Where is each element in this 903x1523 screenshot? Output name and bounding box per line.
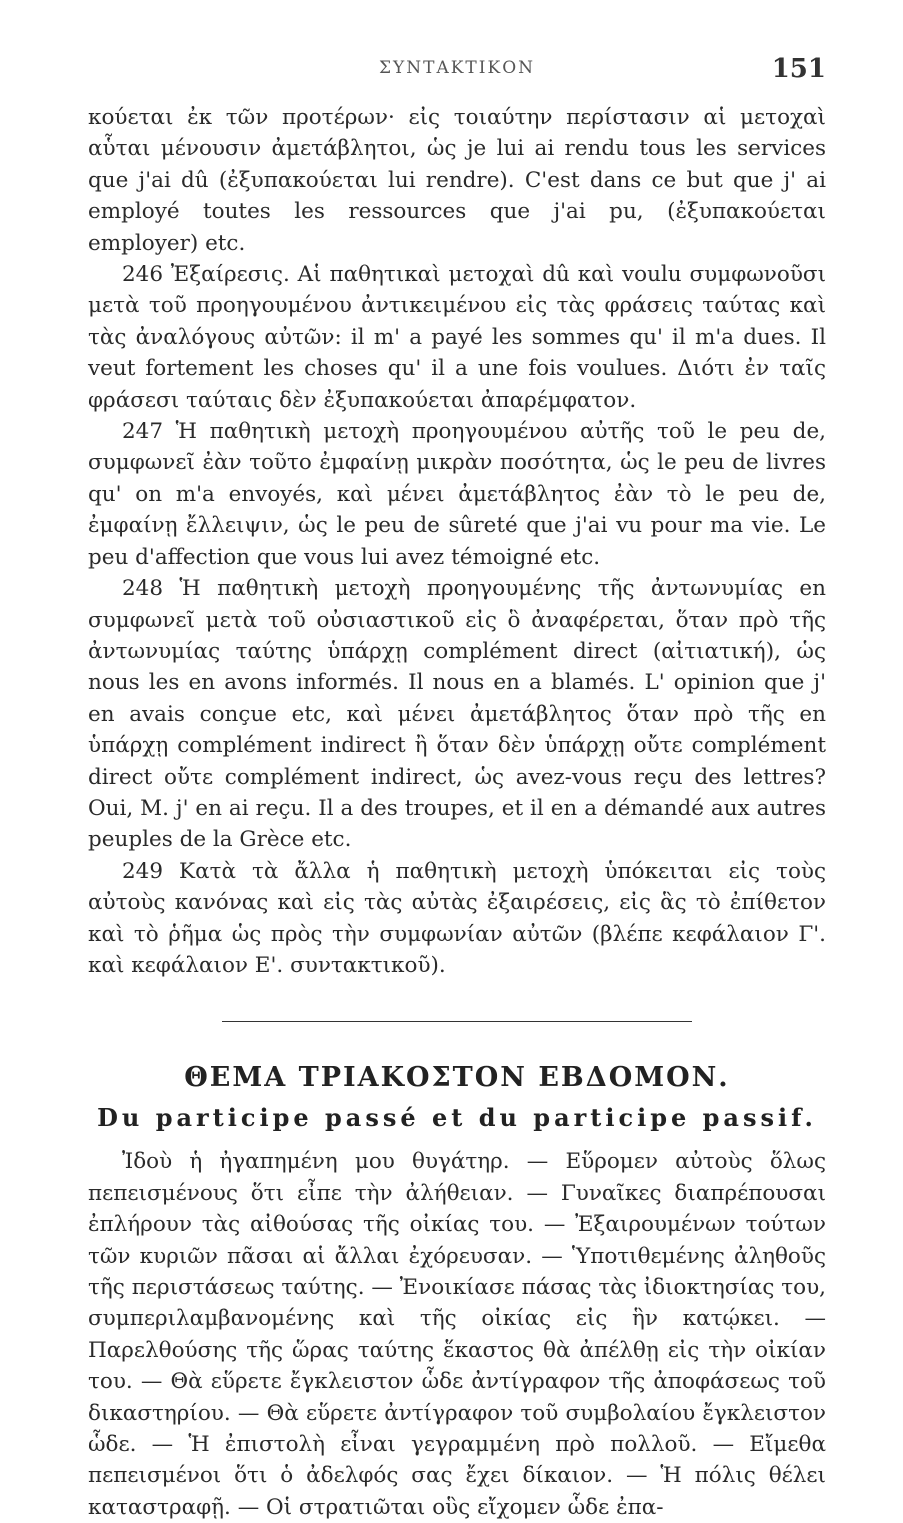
running-head	[88, 54, 826, 88]
section-divider	[222, 1021, 692, 1022]
chapter-title: ΘΕΜΑ ΤΡΙΑΚΟΣΤΟΝ ΕΒΔΟΜΟΝ.	[184, 1062, 730, 1094]
paragraph-246: 246 Ἐξαίρεσις. Αἱ παθητικαὶ μετοχαὶ dû καὶ voulu συμφωνοῦσι μετὰ τοῦ προηγουμένου ἀντικειμένου εἰς τὰς φράσεις ταύτας καὶ τὰς ἀναλόγους αὐτῶν: il m' a payé les sommes qu' il m'a dues. Il veut fortement les choses qu' il a une fois voulues. Διότι ἐν ταῖς φράσεσι ταύταις δὲν ἐξυπακούεται ἀπαρέμφατον.	[88, 262, 826, 413]
paragraph-248: 248 Ἡ παθητικὴ μετοχὴ προηγουμένης τῆς ἀντωνυμίας en συμφωνεῖ μετὰ τοῦ οὐσιαστικοῦ εἰς ὃ ἀναφέρεται, ὅταν πρὸ τῆς ἀντωνυμίας ταύτης ὑπάρχῃ complément direct (αἰτιατική), ὡς nous les en avons informés. Il nous en a blamés. L' opinion que j' en avais conçue etc, καὶ μένει ἀμετάβλητος ὅταν πρὸ τῆς en ὑπάρχῃ complément indirect ἢ ὅταν δὲν ὑπάρχῃ οὔτε complément direct οὔτε complément indirect, ὡς avez-vous reçu des lettres? Oui, M. j' en ai reçu. Il a des troupes, et il en a démandé aux autres peuples de la Grèce etc.	[88, 576, 826, 853]
paragraph-247: 247 Ἡ παθητικὴ μετοχὴ προηγουμένου αὐτῆς τοῦ le peu de, συμφωνεῖ ἐὰν τοῦτο ἐμφαίνῃ μικρὰν ποσότητα, ὡς le peu de livres qu' on m'a envoyés, καὶ μένει ἀμετάβλητος ἐὰν τὸ le peu de, ἐμφαίνῃ ἔλλειψιν, ὡς le peu de sûreté que j'ai vu pour ma vie. Le peu d'affection que vous lui avez témoigné etc.	[88, 419, 826, 570]
book-page	[88, 54, 826, 1523]
chapter-subtitle: Du participe passé et du participe passif.	[97, 1103, 817, 1133]
running-title: ΣΥΝΤΑΚΤΙΚΟΝ	[379, 58, 535, 78]
page-number: 151	[771, 54, 826, 84]
paragraph-continuation: κούεται ἐκ τῶν προτέρων· εἰς τοιαύτην περίστασιν αἱ μετοχαὶ αὗται μένουσιν ἀμετάβλητοι, ὡς je lui ai rendu tous les services que j'ai dû (ἐξυπακούεται lui rendre). C'est dans ce but que j' ai employé toutes les ressources que j'ai pu, (ἐξυπακούεται employer) etc.	[88, 105, 826, 256]
paragraph-249: 249 Κατὰ τὰ ἄλλα ἡ παθητικὴ μετοχὴ ὑπόκειται εἰς τοὺς αὐτοὺς κανόνας καὶ εἰς τὰς αὐτὰς ἐξαιρέσεις, εἰς ἃς τὸ ἐπίθετον καὶ τὸ ῥῆμα ὡς πρὸς τὴν συμφωνίαν αὐτῶν (βλέπε κεφάλαιον Γ'. καὶ κεφάλαιον Ε'. συντακτικοῦ).	[88, 858, 826, 978]
exercise-text: Ἰδοὺ ἡ ἠγαπημένη μου θυγάτηρ. — Εὕρομεν αὐτοὺς ὅλως πεπεισμένους ὅτι εἶπε τὴν ἀλήθειαν. — Γυναῖκες διαπρέπουσαι ἐπλήρουν τὰς αἰθούσας τῆς οἰκίας του. — Ἐξαιρουμένων τούτων τῶν κυριῶν πᾶσαι αἱ ἄλλαι ἐχόρευσαν. — Ὑποτιθεμένης ἀληθοῦς τῆς περιστάσεως ταύτης. — Ἐνοικίασε πάσας τὰς ἰδιοκτησίας του, συμπεριλαμβανομένης καὶ τῆς οἰκίας εἰς ἣν κατῴκει. — Παρελθούσης τῆς ὥρας ταύτης ἕκαστος θὰ ἀπέλθῃ εἰς τὴν οἰκίαν του. — Θὰ εὕρετε ἔγκλειστον ὧδε ἀντίγραφον τῆς ἀποφάσεως τοῦ δικαστηρίου. — Θὰ εὕρετε ἀντίγραφον τοῦ συμβολαίου ἔγκλειστον ὧδε. — Ἡ ἐπιστολὴ εἶναι γεγραμμένη πρὸ πολλοῦ. — Εἴμεθα πεπεισμένοι ὅτι ὁ ἀδελφός σας ἔχει δίκαιον. — Ἡ πόλις θέλει καταστραφῇ. — Οἱ στρατιῶται οὓς εἴχομεν ὧδε ἐπα-	[88, 1149, 826, 1520]
